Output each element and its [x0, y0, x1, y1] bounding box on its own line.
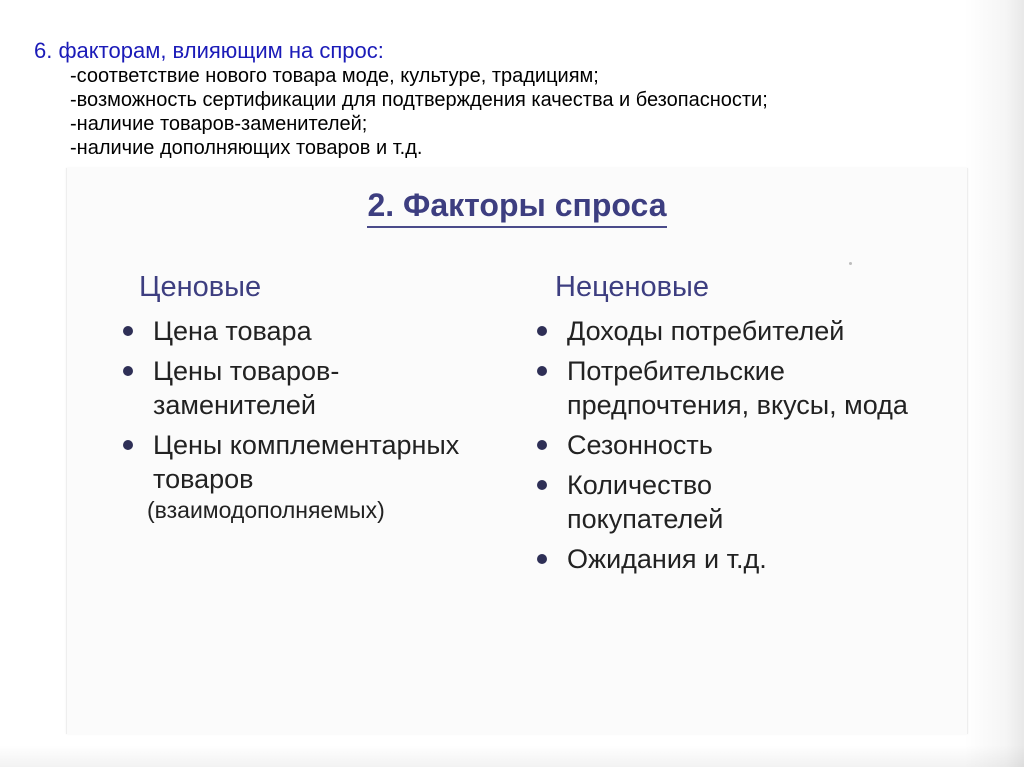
- list-item-text: Потребительские предпочтения, вкусы, мода: [567, 356, 908, 420]
- scan-speck: [849, 262, 852, 265]
- bullet-icon: [537, 480, 547, 490]
- list-item: [119, 354, 403, 422]
- slide-header: [34, 38, 994, 160]
- figure-title-text: 2. Факторы спроса: [367, 186, 666, 228]
- list-item: [119, 314, 509, 348]
- bullet-icon: [537, 366, 547, 376]
- header-title: 6. факторам, влияющим на спрос:: [34, 38, 384, 63]
- bullet-icon: [537, 440, 547, 450]
- nonprice-factors-column: [531, 270, 951, 582]
- figure-title: [67, 186, 967, 228]
- list-item: [531, 354, 927, 422]
- price-factors-heading: Ценовые: [139, 271, 262, 303]
- header-line: -наличие дополняющих товаров и т.д.: [70, 137, 423, 159]
- list-item: [531, 428, 951, 462]
- header-line: -возможность сертификации для подтверждения качества и безопасности;: [70, 89, 768, 111]
- nonprice-factors-list: [531, 314, 951, 576]
- list-item: [119, 428, 473, 524]
- header-list: [34, 64, 994, 160]
- bullet-icon: [537, 326, 547, 336]
- bullet-icon: [537, 554, 547, 564]
- list-item-text: Сезонность: [567, 430, 713, 460]
- price-factors-list: [119, 314, 509, 524]
- price-factors-column: [119, 270, 509, 530]
- list-item-text: Цена товара: [153, 316, 312, 346]
- list-item-text: Доходы потребителей: [567, 316, 845, 346]
- list-item-text: Цены комплементарных товаров: [153, 430, 460, 494]
- page-bottom-shadow: [0, 745, 1024, 767]
- list-item-note: (взаимодополняемых): [147, 497, 385, 523]
- list-item-text: Ожидания и т.д.: [567, 544, 767, 574]
- header-line: -наличие товаров-заменителей;: [70, 113, 368, 135]
- demand-factors-image: [66, 168, 968, 734]
- bullet-icon: [123, 366, 133, 376]
- bullet-icon: [123, 326, 133, 336]
- header-line: -соответствие нового товара моде, культуре, традициям;: [70, 65, 599, 87]
- list-item-text: Цены товаров-заменителей: [153, 356, 340, 420]
- list-item: [531, 542, 951, 576]
- list-item-text: Количество покупателей: [567, 470, 724, 534]
- bullet-icon: [123, 440, 133, 450]
- list-item: [531, 468, 807, 536]
- nonprice-factors-heading: Неценовые: [555, 271, 710, 303]
- list-item: [531, 314, 951, 348]
